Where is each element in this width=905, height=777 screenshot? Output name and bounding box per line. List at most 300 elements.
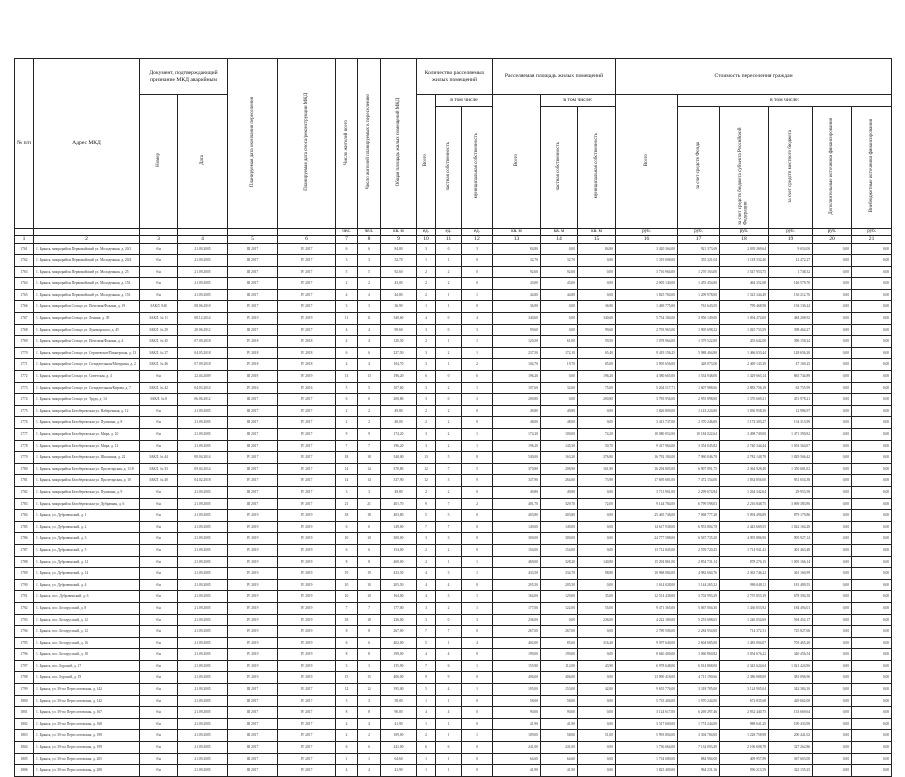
table-cell: 04.03.2014 — [178, 382, 228, 394]
table-cell: 1. Брянск, пос. Белорусский, д. 8 — [34, 602, 140, 614]
table-cell: 1796 — [15, 649, 34, 661]
table-cell: 0,00 — [813, 371, 852, 383]
table-cell: 129,00 — [541, 591, 578, 603]
table-cell: 300,00 — [541, 533, 578, 545]
table-cell: 0,00 — [813, 255, 852, 267]
table-cell: 3 — [417, 429, 436, 441]
table-cell: 5 988 464,80 — [678, 347, 720, 359]
table-cell: 370,80 — [381, 463, 417, 475]
table-cell: 1 970 244,00 — [678, 695, 720, 707]
table-cell: 177,00 — [381, 602, 417, 614]
table-cell: 1. Брянск, микрорайон Белобережская ул. Пушкина, д. 9 — [34, 486, 140, 498]
table-cell: 3 — [358, 486, 381, 498]
table-cell: 0,00 — [852, 382, 892, 394]
table-cell: 6 — [358, 544, 381, 556]
table-cell: 6 — [358, 637, 381, 649]
table-cell: 0,00 — [578, 579, 616, 591]
data-rows — [15, 243, 892, 776]
table-cell: 1766 — [15, 301, 34, 313]
table-row — [15, 533, 892, 545]
table-cell: 120,50 — [493, 336, 541, 348]
table-cell: 1. Брянск, микрорайон Сельцо ул. Созидательная/Мичурина, д. 2 — [34, 359, 140, 371]
table-row — [15, 498, 892, 510]
table-cell: 878 276,15 — [720, 556, 769, 568]
table-cell: 0,00 — [852, 602, 892, 614]
table-row — [15, 278, 892, 290]
table-cell: 11 — [336, 313, 358, 325]
table-cell: 1. Брянск, микрорайон Первомайский ул. Молодежная, д. 153 — [34, 278, 140, 290]
table-cell: 99,60 — [381, 324, 417, 336]
table-cell: 43,00 — [541, 278, 578, 290]
table-cell: 2 — [436, 278, 462, 290]
table-cell: 5 — [436, 452, 462, 464]
table-cell: 154,00 — [541, 544, 578, 556]
table-cell: 1 825 784,00 — [616, 289, 678, 301]
table-cell: 21.09.2005 — [178, 614, 228, 626]
table-cell: 0,00 — [578, 649, 616, 661]
table-cell: 164,00 — [493, 591, 541, 603]
table-cell: 2 932 440,75 — [720, 707, 769, 719]
table-cell: IV 2019 — [278, 660, 336, 672]
table-cell: 3 — [140, 236, 178, 244]
table-cell: 0,00 — [852, 510, 892, 522]
table-cell: 1 — [15, 236, 34, 244]
table-cell: 7 — [336, 236, 358, 244]
table-cell: 9 597 640,00 — [616, 637, 678, 649]
table-cell: 12 — [462, 236, 493, 244]
table-cell: 0,00 — [852, 637, 892, 649]
table-cell: 1. Брянск, микрорайон Сельцо ул. Советская, д. 4 — [34, 371, 140, 383]
table-cell: 2 559 720,45 — [678, 544, 720, 556]
table-cell: 2 — [336, 405, 358, 417]
table-cell: 41,90 — [541, 765, 578, 777]
table-cell: 9 — [436, 672, 462, 684]
table-cell: 7 068 777,28 — [678, 510, 720, 522]
table-cell: 1769 — [15, 336, 34, 348]
table-cell: 5 733 404,00 — [616, 695, 678, 707]
table-cell: 0,00 — [813, 463, 852, 475]
table-row — [15, 568, 892, 580]
table-cell: 9 419 156,25 — [616, 347, 678, 359]
table-cell: IV 2017 — [278, 742, 336, 754]
table-cell: 12 — [358, 684, 381, 696]
table-cell: 21.09.2005 — [178, 684, 228, 696]
table-cell: 21.09.2005 — [178, 637, 228, 649]
col-rooms-private: частная собственность — [436, 107, 462, 229]
table-cell: IV 2017 — [278, 405, 336, 417]
table-cell: 1 264 342,64 — [720, 486, 769, 498]
table-cell: 92,60 — [381, 266, 417, 278]
table-cell: 0,00 — [578, 695, 616, 707]
table-cell: б/н — [140, 568, 178, 580]
table-cell: 469,00 — [381, 556, 417, 568]
table-cell: 10 — [336, 591, 358, 603]
table-cell: 0,00 — [813, 556, 852, 568]
table-cell: IV 2017 — [228, 452, 278, 464]
table-cell: 1. Брянск, пос. Бурский, д. 19 — [34, 672, 140, 684]
table-cell: 4 — [336, 718, 358, 730]
table-cell: 15 294 861,00 — [616, 556, 678, 568]
table-cell: IV 2018 — [278, 359, 336, 371]
table-cell: 196,20 — [381, 440, 417, 452]
table-cell: IV 2019 — [278, 579, 336, 591]
table-cell: 0,00 — [852, 730, 892, 742]
table-row — [15, 695, 892, 707]
table-cell: 36,90 — [578, 301, 616, 313]
table-cell: 13 — [336, 371, 358, 383]
table-cell: 8 — [358, 707, 381, 719]
table-cell: 1 054 364,07 — [769, 440, 813, 452]
table-cell: 0,00 — [852, 660, 892, 672]
table-cell — [228, 228, 278, 236]
table-cell: 0,00 — [852, 324, 892, 336]
table-cell: 0 — [462, 266, 493, 278]
table-cell: 21.09.2005 — [178, 579, 228, 591]
table-cell: 1. Брянск, ул. 50-по Переслотовская, д. 208 — [34, 765, 140, 777]
table-cell: 1 483 004,07 — [720, 637, 769, 649]
table-cell: 3 317 600,00 — [616, 718, 678, 730]
table-cell: 1 905 698,22 — [678, 324, 720, 336]
table-cell: б/н — [140, 707, 178, 719]
table-cell: 12 472,27 — [769, 255, 813, 267]
table-cell: 13 — [493, 236, 541, 244]
table-cell: 13 990 418,00 — [616, 672, 678, 684]
table-cell: б/н — [140, 278, 178, 290]
table-cell: 7 — [336, 440, 358, 452]
table-cell: 3 069 383,96 — [769, 498, 813, 510]
table-cell: 1 466 033,44 — [720, 347, 769, 359]
table-row — [15, 440, 892, 452]
table-cell: 0,00 — [813, 486, 852, 498]
table-cell: 9 — [417, 672, 436, 684]
table-cell: 18 080 052,00 — [616, 429, 678, 441]
table-cell: 181 489,55 — [769, 579, 813, 591]
table-cell: 2 299 674,94 — [678, 486, 720, 498]
table-cell: 21.09.2005 — [178, 765, 228, 777]
table-cell: 1. Брянск, ул. Дубравенский, д. 2 — [34, 521, 140, 533]
table-cell: IV 2019 — [228, 510, 278, 522]
table-cell: 672 835,68 — [720, 695, 769, 707]
table-cell: 0,00 — [578, 626, 616, 638]
table-cell: 6 — [462, 371, 493, 383]
table-cell: 1 209 978,00 — [678, 289, 720, 301]
table-cell: 41,90 — [381, 765, 417, 777]
table-cell: 1803 — [15, 730, 34, 742]
table-cell: 06.06.2012 — [178, 394, 228, 406]
table-cell: 241,00 — [381, 742, 417, 754]
table-cell: 0,00 — [813, 649, 852, 661]
table-cell: 136 212,76 — [769, 289, 813, 301]
table-cell: III 2017 — [228, 463, 278, 475]
table-cell: 134 313,99 — [769, 417, 813, 429]
table-cell: 0 — [462, 626, 493, 638]
table-cell: 59,50 — [578, 336, 616, 348]
table-cell: IV 2019 — [228, 533, 278, 545]
table-cell: 1781 — [15, 475, 34, 487]
col-cost-subject-budget: за счет средств бюджета субъекта Российской Федерации — [720, 107, 769, 229]
table-cell: 0,00 — [852, 405, 892, 417]
table-cell: 6 — [358, 347, 381, 359]
table-cell: 49,80 — [541, 405, 578, 417]
table-row — [15, 637, 892, 649]
table-cell: 1. Брянск, микрорайон Белобережская ул. Пролетарская, д. 1/18 — [34, 463, 140, 475]
table-cell: 1. Брянск, ул. Дубравенский, д. 1 — [34, 510, 140, 522]
table-row — [15, 544, 892, 556]
table-cell: 2 — [436, 347, 462, 359]
table-cell: 0,00 — [813, 730, 852, 742]
table-cell: 0,00 — [813, 521, 852, 533]
table-cell: 21.09.2005 — [178, 649, 228, 661]
table-cell: 0 — [436, 313, 462, 325]
table-cell: 5 067 004,30 — [678, 602, 720, 614]
table-cell: 41,90 — [381, 718, 417, 730]
table-cell: 5 993 804,00 — [616, 730, 678, 742]
table-cell: б/н — [140, 637, 178, 649]
table-cell: 3 — [462, 243, 493, 255]
table-cell: 1 — [436, 695, 462, 707]
table-cell: 19 — [358, 568, 381, 580]
table-cell: 32,70 — [493, 255, 541, 267]
table-cell: б/н — [140, 753, 178, 765]
table-cell: 107,60 — [381, 382, 417, 394]
table-cell: 5 — [417, 637, 436, 649]
table-cell: 32,60 — [541, 382, 578, 394]
table-cell: 0,00 — [813, 498, 852, 510]
table-cell: 3 124 617,00 — [616, 707, 678, 719]
table-cell: 163,20 — [541, 452, 578, 464]
table-cell: IV 2017 — [278, 718, 336, 730]
table-cell: 65,40 — [578, 347, 616, 359]
table-cell: б/н — [140, 649, 178, 661]
table-cell: 1 — [462, 602, 493, 614]
table-cell: 49,80 — [541, 486, 578, 498]
table-cell: 4 — [336, 359, 358, 371]
table-cell: 1. Брянск, ул. 50-по Переслотовская, д. 198 — [34, 730, 140, 742]
table-cell: 300,00 — [381, 533, 417, 545]
table-cell: 6 — [336, 637, 358, 649]
table-cell: 1785 — [15, 521, 34, 533]
table-cell: ЗАКЛ. № 46 — [140, 359, 178, 371]
table-cell: 2 469 143,30 — [720, 359, 769, 371]
table-cell: 327 262,86 — [769, 742, 813, 754]
table-cell: б/н — [140, 498, 178, 510]
table-cell: 12 986,97 — [769, 405, 813, 417]
table-cell: 5 — [417, 684, 436, 696]
table-cell: 264,00 — [541, 475, 578, 487]
table-cell: 6 567 735,20 — [678, 533, 720, 545]
table-row — [15, 521, 892, 533]
table-cell: IV 2017 — [278, 486, 336, 498]
table-cell: 1 036 958,30 — [720, 405, 769, 417]
table-cell: 2 — [417, 556, 436, 568]
table-cell: 190 433,90 — [769, 718, 813, 730]
table-cell: 267,00 — [541, 626, 578, 638]
table-cell: 406,00 — [541, 672, 578, 684]
table-cell: 200 441,02 — [769, 730, 813, 742]
table-cell: 2 883 756,18 — [720, 382, 769, 394]
table-cell: III 2017 — [228, 486, 278, 498]
table-cell: 5 — [436, 510, 462, 522]
table-cell: 1 094 474,00 — [720, 313, 769, 325]
table-cell: IV 2017 — [278, 255, 336, 267]
table-cell: 1 — [417, 718, 436, 730]
table-cell: 0,00 — [852, 255, 892, 267]
table-row — [15, 614, 892, 626]
table-cell: 21.09.2005 — [178, 243, 228, 255]
table-cell: IV 2019 — [228, 579, 278, 591]
table-cell: 199,00 — [493, 649, 541, 661]
table-row — [15, 730, 892, 742]
table-cell: 64,60 — [493, 753, 541, 765]
table-cell: 2 — [34, 236, 140, 244]
table-cell: 6 — [336, 521, 358, 533]
col-doc-number: Номер — [140, 95, 178, 229]
table-cell: 2 955 898,00 — [678, 394, 720, 406]
table-cell: 3 713 961,00 — [616, 486, 678, 498]
table-cell: 21.09.2005 — [178, 742, 228, 754]
table-cell: 2 — [462, 359, 493, 371]
table-cell: 1 — [358, 753, 381, 765]
table-cell: 0,00 — [813, 533, 852, 545]
table-cell: 2 039 269,64 — [720, 243, 769, 255]
table-cell: 1 270 163,00 — [678, 266, 720, 278]
col-area-group: Расселяемая площадь жилых помещений — [493, 59, 616, 95]
table-cell: 1. Брянск, ул. 50-по Переслотовская, д. 142 — [34, 695, 140, 707]
table-cell: 0,00 — [813, 475, 852, 487]
table-cell: 355 321,04 — [678, 255, 720, 267]
table-cell: 1 455 454,00 — [678, 278, 720, 290]
table-cell: 75,00 — [578, 382, 616, 394]
table-cell: 0,00 — [852, 359, 892, 371]
table-cell: 0,00 — [852, 440, 892, 452]
table-cell: IV 2019 — [278, 521, 336, 533]
table-cell: IV 2017 — [278, 707, 336, 719]
table-cell: 0,00 — [541, 614, 578, 626]
table-cell: IV 2019 — [278, 313, 336, 325]
table-cell: б/н — [140, 533, 178, 545]
table-cell: 149,00 — [381, 521, 417, 533]
table-cell: 4 — [417, 313, 436, 325]
table-cell: 1. Брянск, ул. 50-по Переслотовская, д. 167 — [34, 707, 140, 719]
table-cell: 403,80 — [493, 510, 541, 522]
table-cell: 1. Брянск, ул. 50-по Переслотовская, д. 205 — [34, 753, 140, 765]
table-cell: 2 — [417, 336, 436, 348]
table-cell: 594 452,17 — [769, 614, 813, 626]
table-cell: 109,00 — [381, 730, 417, 742]
table-cell: 3 — [462, 394, 493, 406]
table-cell: 174,20 — [493, 429, 541, 441]
table-cell: 3 — [417, 382, 436, 394]
table-row — [15, 707, 892, 719]
table-cell: 0,00 — [578, 753, 616, 765]
table-cell: 61,00 — [541, 336, 578, 348]
table-row — [15, 417, 892, 429]
table-cell: 1 534 948,00 — [678, 371, 720, 383]
table-cell: 2 — [436, 486, 462, 498]
table-cell: 15 — [578, 236, 616, 244]
table-cell: 453 642,00 — [720, 336, 769, 348]
table-cell: 0,00 — [578, 533, 616, 545]
table-cell: 0,00 — [852, 266, 892, 278]
table-cell: 104,70 — [493, 359, 541, 371]
table-cell: 0,00 — [852, 626, 892, 638]
table-cell: 340,60 — [381, 313, 417, 325]
table-cell: III 2017 — [228, 255, 278, 267]
table-row — [15, 556, 892, 568]
table-cell: 17 — [678, 236, 720, 244]
table-cell: руб. — [678, 228, 720, 236]
table-cell: III 2017 — [228, 417, 278, 429]
table-cell: 381 096,96 — [769, 672, 813, 684]
table-cell: 329,70 — [541, 498, 578, 510]
table-cell: 361 160,99 — [769, 568, 813, 580]
table-cell: 1. Брянск, микрорайон Первомайский ул. Молодежная, д. 20/1 — [34, 243, 140, 255]
table-cell: 21.09.2005 — [178, 255, 228, 267]
table-cell: 0,00 — [852, 695, 892, 707]
table-cell: 14 — [541, 236, 578, 244]
table-cell: 340,60 — [578, 313, 616, 325]
table-cell: 58,00 — [381, 695, 417, 707]
table-cell: 32,70 — [541, 255, 578, 267]
table-cell: 12 514 438,00 — [616, 591, 678, 603]
table-cell: 208,90 — [541, 463, 578, 475]
table-cell: 21.09.2005 — [178, 533, 228, 545]
table-cell: 21.09.2005 — [178, 695, 228, 707]
table-cell: 164,00 — [381, 591, 417, 603]
table-cell: 0,00 — [813, 324, 852, 336]
table-row — [15, 347, 892, 359]
table-cell: 43,00 — [381, 278, 417, 290]
table-cell: 0,00 — [852, 556, 892, 568]
table-cell: 25 465 746,00 — [616, 510, 678, 522]
table-cell: 884 904,00 — [678, 753, 720, 765]
table-cell: 703 465,20 — [769, 637, 813, 649]
table-cell: 11 — [436, 236, 462, 244]
table-row — [15, 382, 892, 394]
table-row — [15, 486, 892, 498]
table-cell: 3 956 149,00 — [678, 313, 720, 325]
table-cell: 84,80 — [381, 243, 417, 255]
table-cell: 0,00 — [578, 266, 616, 278]
table-row — [15, 510, 892, 522]
table-cell: 1775 — [15, 405, 34, 417]
table-cell: 1 319 008,00 — [616, 255, 678, 267]
table-cell: III 2017 — [228, 324, 278, 336]
table-cell: 4 — [417, 579, 436, 591]
table-cell: 596 213,59 — [720, 765, 769, 777]
table-cell: 49,80 — [381, 405, 417, 417]
table-cell — [278, 228, 336, 236]
table-row — [15, 336, 892, 348]
table-cell: 9 — [336, 429, 358, 441]
table-row — [15, 742, 892, 754]
table-cell: 2 604 685,00 — [678, 637, 720, 649]
table-cell: 4 — [417, 649, 436, 661]
table-cell: 1. Брянск, ул. 50-по Переслотовская, д. 199 — [34, 742, 140, 754]
table-cell: 21.09.2005 — [178, 544, 228, 556]
table-cell — [34, 228, 140, 236]
resettlement-table — [14, 58, 892, 777]
table-cell: IV 2017 — [278, 429, 336, 441]
table-cell: ЗАКЛ. № 29 — [140, 324, 178, 336]
table-cell: ед. — [462, 228, 493, 236]
table-cell: 1789 — [15, 568, 34, 580]
table-cell: 3 — [417, 440, 436, 452]
table-cell: IV 2019 — [278, 614, 336, 626]
col-cost-out-of-budget: Внебюджетные источники финансирования — [852, 107, 892, 229]
table-cell: 0,00 — [813, 544, 852, 556]
table-cell: 200,80 — [381, 394, 417, 406]
